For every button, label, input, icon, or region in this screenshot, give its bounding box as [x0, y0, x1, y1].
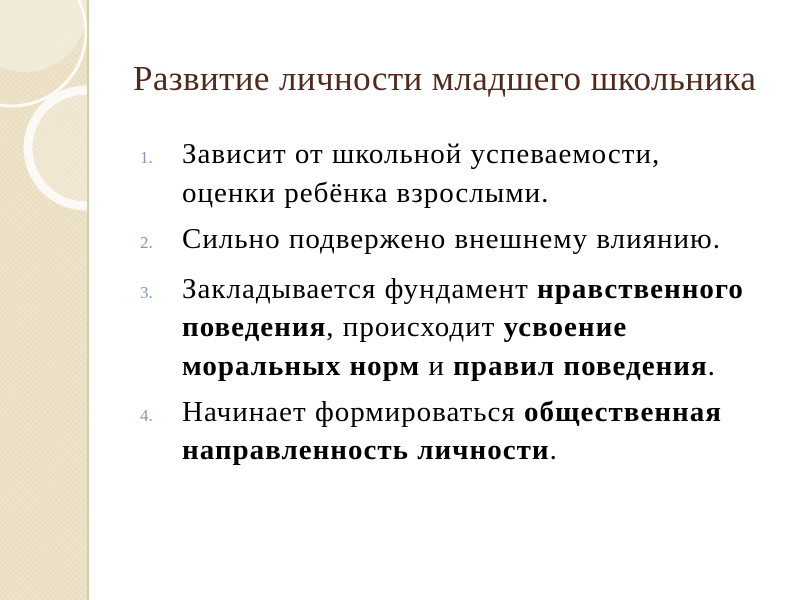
text-segment: и [420, 349, 454, 382]
list-item-text [182, 270, 744, 386]
list-item-text [182, 393, 722, 470]
bold-text-segment: направленность личности [182, 434, 550, 466]
text-line [182, 270, 744, 309]
text-segment: . [549, 434, 558, 466]
text-line [182, 135, 660, 174]
text-segment: , происходит [326, 311, 504, 343]
bold-text-segment: поведения [182, 311, 327, 343]
list-item-number: 3. [140, 282, 153, 302]
text-line [182, 431, 722, 470]
list-item-text [182, 135, 660, 212]
text-segment: Начинает формироваться [182, 395, 524, 428]
text-segment: Закладывается фундамент [182, 272, 537, 305]
list-item-text [182, 220, 721, 259]
decorative-ring-fill [28, 90, 87, 206]
text-line [182, 393, 722, 432]
list-item [140, 270, 744, 386]
text-segment: Сильно подвержено внешнему влиянию. [182, 222, 721, 255]
text-segment: . [707, 349, 716, 382]
bold-text-segment: правил поведения [453, 349, 708, 382]
decorative-light-disk [0, 0, 87, 72]
panel-divider [87, 0, 89, 600]
list-item-number: 1. [140, 148, 153, 167]
text-line [182, 347, 744, 386]
text-line [182, 220, 721, 259]
bold-text-segment: нравственного [537, 272, 744, 305]
list-item [140, 220, 744, 263]
decorative-side-panel [0, 0, 87, 600]
slide-title: Развитие личности младшего школьника [133, 59, 757, 98]
list-item-number: 4. [140, 405, 153, 425]
text-segment: Зависит от школьной успеваемости, [182, 138, 661, 170]
bold-text-segment: усвоение [503, 311, 628, 343]
list-item [140, 393, 744, 470]
bold-text-segment: общественная [523, 395, 722, 428]
text-segment: оценки ребёнка взрослыми. [182, 176, 550, 209]
decorative-circles [0, 0, 87, 600]
list-item-number: 2. [140, 232, 153, 252]
numbered-list [140, 135, 744, 477]
text-line [182, 308, 744, 347]
bold-text-segment: моральных норм [182, 349, 421, 382]
text-line [182, 174, 660, 213]
list-item [140, 135, 744, 212]
